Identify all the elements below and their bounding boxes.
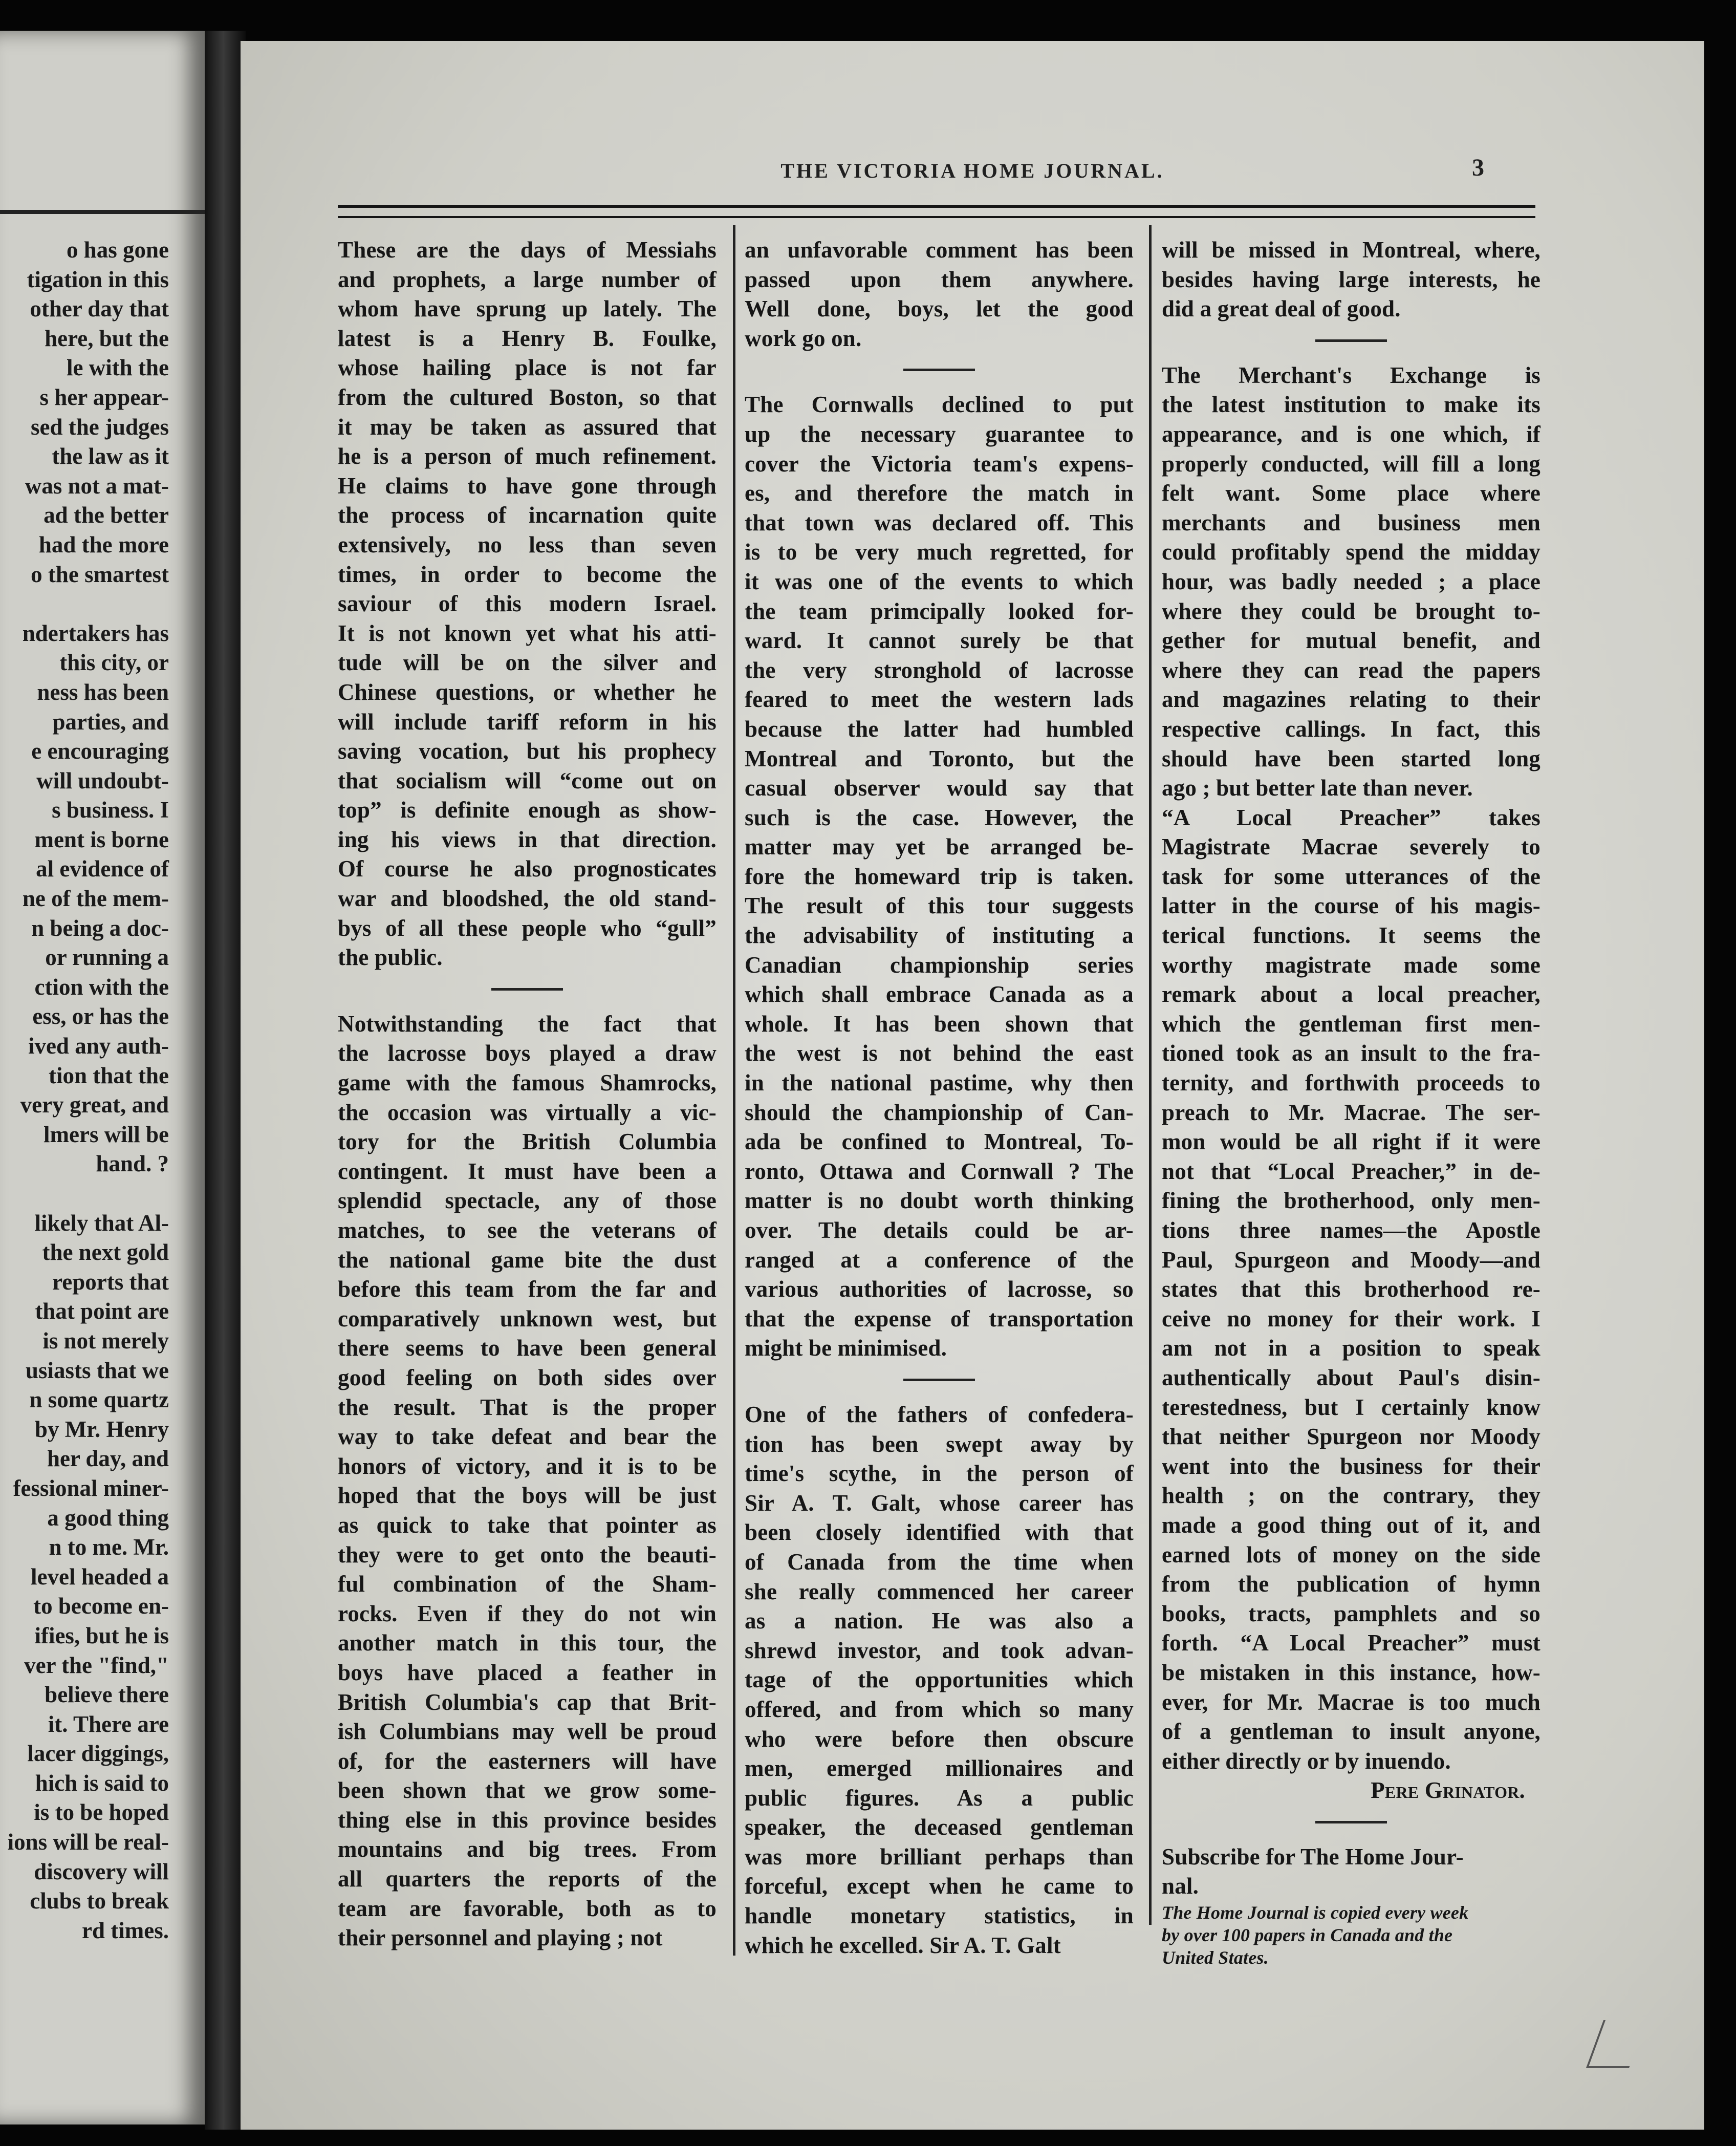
previous-page-line: likely that Al- xyxy=(34,1210,169,1236)
text-line: ceive no money for their work. I xyxy=(1162,1305,1540,1332)
previous-page-line: had the more xyxy=(38,531,169,557)
text-line: extensively, no less than seven xyxy=(338,531,717,557)
article-separator xyxy=(1162,324,1540,361)
text-line: been closely identified with that xyxy=(745,1519,1134,1546)
text-line: the advisability of instituting a xyxy=(745,922,1134,949)
text-line: authentically about Paul's disin- xyxy=(1162,1364,1540,1390)
text-line: an unfavorable comment has been xyxy=(745,237,1134,263)
previous-page-line: by Mr. Henry xyxy=(34,1416,169,1442)
text-line: saving vocation, but his prophecy xyxy=(338,738,717,764)
text-line: in the national pastime, why then xyxy=(745,1070,1134,1096)
subscribe-line: Subscribe for The Home Jour- xyxy=(1162,1843,1464,1870)
header-rule xyxy=(338,205,1535,208)
article-cornwalls xyxy=(745,390,1134,1363)
previous-page-line: n to me. Mr. xyxy=(49,1534,169,1560)
text-line: the result. That is the proper xyxy=(338,1394,717,1420)
text-line: rocks. Even if they do not win xyxy=(338,1600,717,1626)
text-line: boys have placed a feather in xyxy=(338,1659,717,1685)
text-line: appearance, and is one which, if xyxy=(1162,421,1540,447)
text-line: speaker, the deceased gentleman xyxy=(745,1814,1134,1840)
text-line: casual observer would say that xyxy=(745,775,1134,801)
text-line: ronto, Ottawa and Cornwall ? The xyxy=(745,1158,1134,1184)
text-line: properly conducted, will fill a long xyxy=(1162,450,1540,477)
previous-page-line: that point are xyxy=(35,1298,169,1324)
text-line: of a gentleman to insult anyone, xyxy=(1162,1719,1540,1745)
text-line: it was one of the events to which xyxy=(745,568,1134,594)
text-line: worthy magistrate made some xyxy=(1162,952,1540,978)
text-line: that neither Spurgeon nor Moody xyxy=(1162,1424,1540,1450)
text-line: might be minimised. xyxy=(745,1335,947,1361)
previous-page-line: her day, and xyxy=(47,1446,169,1472)
text-line: shrewd investor, and took advan- xyxy=(745,1637,1134,1663)
text-line: “A Local Preacher” takes xyxy=(1162,804,1540,830)
text-line: Canadian championship series xyxy=(745,952,1134,978)
text-line: hoped that the boys will be just xyxy=(338,1483,717,1509)
previous-page-line: believe there xyxy=(45,1682,169,1708)
text-line: there seems to have been general xyxy=(338,1335,717,1361)
previous-page-line: usiasts that we xyxy=(25,1357,169,1383)
previous-page-line: ess, or has the xyxy=(32,1003,169,1029)
previous-page-line: will undoubt- xyxy=(36,767,169,793)
text-line: all quarters the reports of the xyxy=(338,1866,717,1892)
text-line: feared to meet the western lads xyxy=(745,686,1134,713)
previous-page-line: n being a doc- xyxy=(31,915,169,941)
text-line: she really commenced her career xyxy=(745,1578,1134,1604)
text-line: tioned took as an insult to the fra- xyxy=(1162,1040,1540,1066)
text-line: of, for the easterners will have xyxy=(338,1748,717,1774)
text-line: was more brilliant perhaps than xyxy=(745,1843,1134,1870)
text-line: and magazines relating to their xyxy=(1162,686,1540,713)
previous-page-line: s her appear- xyxy=(39,384,169,410)
text-line: went into the business for their xyxy=(1162,1453,1540,1479)
previous-page-line: tion that the xyxy=(49,1062,169,1088)
text-line: who were before then obscure xyxy=(745,1726,1134,1752)
text-line: which he excelled. Sir A. T. Galt xyxy=(745,1932,1061,1958)
previous-page-line: it. There are xyxy=(48,1711,169,1737)
text-line: tory for the British Columbia xyxy=(338,1129,717,1155)
book-gutter xyxy=(205,31,246,2130)
text-line: that town was declared off. This xyxy=(745,509,1134,535)
text-line: felt want. Some place where xyxy=(1162,480,1540,506)
text-line: from the publication of hymn xyxy=(1162,1571,1540,1597)
previous-page-line: the next gold xyxy=(42,1239,169,1265)
previous-page-line: ction with the xyxy=(34,974,169,1000)
text-line: the team primcipally looked for- xyxy=(745,598,1134,624)
text-line: whom have sprung up lately. The xyxy=(338,296,717,322)
previous-page-line: ment is borne xyxy=(34,826,169,852)
text-line: which shall embrace Canada as a xyxy=(745,981,1134,1007)
text-line: Montreal and Toronto, but the xyxy=(745,745,1134,771)
text-line: remark about a local preacher, xyxy=(1162,981,1540,1007)
text-line: the lacrosse boys played a draw xyxy=(338,1040,717,1066)
text-line: books, tracts, pamphlets and so xyxy=(1162,1600,1540,1626)
text-line: gether for mutual benefit, and xyxy=(1162,628,1540,654)
text-line: health ; on the contrary, they xyxy=(1162,1483,1540,1509)
previous-page-line: ne of the mem- xyxy=(22,886,169,912)
text-line: various authorities of lacrosse, so xyxy=(745,1276,1134,1302)
previous-page-line: is not merely xyxy=(42,1327,169,1354)
text-line: ever, for Mr. Macrae is too much xyxy=(1162,1689,1540,1715)
article-separator xyxy=(745,353,1134,390)
text-line: handle monetary statistics, in xyxy=(745,1903,1134,1929)
text-line: and prophets, a large number of xyxy=(338,266,717,292)
article-merchants-exchange xyxy=(1162,361,1540,803)
text-line: that socialism will “come out on xyxy=(338,767,717,793)
text-line: tude will be on the silver and xyxy=(338,650,717,676)
text-line: that the expense of transportation xyxy=(745,1305,1134,1332)
text-line: whose hailing place is not far xyxy=(338,355,717,381)
text-line: hour, was badly needed ; a place xyxy=(1162,568,1540,594)
text-line: of Canada from the time when xyxy=(745,1549,1134,1575)
text-line: will include tariff reform in his xyxy=(338,709,717,735)
previous-page-line: here, but the xyxy=(45,325,169,351)
text-line: latter in the course of his magis- xyxy=(1162,893,1540,919)
previous-page-line: al evidence of xyxy=(36,856,169,882)
text-line: tions three names—the Apostle xyxy=(1162,1217,1540,1243)
text-line: the latest institution to make its xyxy=(1162,392,1540,418)
text-line: ish Columbians may well be proud xyxy=(338,1719,717,1745)
text-line: top” is definite enough as show- xyxy=(338,797,717,823)
previous-page-line xyxy=(0,589,169,619)
previous-page-line: ver the "find," xyxy=(24,1652,169,1678)
text-line: the west is not behind the east xyxy=(745,1040,1134,1066)
text-line: Of course he also prognosticates xyxy=(338,856,717,882)
text-line: the national game bite the dust xyxy=(338,1247,717,1273)
text-line: their personnel and playing ; not xyxy=(338,1925,663,1951)
text-line: British Columbia's cap that Brit- xyxy=(338,1689,717,1715)
text-line: The result of this tour suggests xyxy=(745,893,1134,919)
previous-page-fragment xyxy=(0,31,205,2124)
text-line: as a nation. He was also a xyxy=(745,1608,1134,1634)
text-line: passed upon them anywhere. xyxy=(745,266,1134,292)
text-line: time's scythe, in the person of xyxy=(745,1461,1134,1487)
column-3 xyxy=(1162,235,1540,1969)
text-line: the public. xyxy=(338,945,443,971)
previous-page-line: hich is said to xyxy=(35,1770,169,1796)
previous-page-line: fessional miner- xyxy=(13,1475,169,1501)
previous-page-line: to become en- xyxy=(33,1593,169,1619)
previous-page-line: e encouraging xyxy=(31,738,169,764)
text-line: Well done, boys, let the good xyxy=(745,296,1134,322)
text-line: terestedness, but I certainly know xyxy=(1162,1394,1540,1420)
text-line: splendid spectacle, any of those xyxy=(338,1188,717,1214)
previous-page-line: level headed a xyxy=(31,1563,169,1590)
text-line: honors of victory, and it is to be xyxy=(338,1453,717,1479)
text-line: ful combination of the Sham- xyxy=(338,1571,717,1597)
previous-page-line: hand. ? xyxy=(96,1151,169,1177)
text-line: matter may yet be arranged be- xyxy=(745,834,1134,860)
previous-page-line: n some quartz xyxy=(29,1387,169,1413)
previous-page-line: the law as it xyxy=(52,443,169,469)
article-lacrosse-shamrocks xyxy=(338,1010,717,1953)
text-line: whole. It has been shown that xyxy=(745,1011,1134,1037)
text-line: ranged at a conference of the xyxy=(745,1247,1134,1273)
text-line: over. The details could be ar- xyxy=(745,1217,1134,1243)
text-line: ternity, and forthwith proceeds to xyxy=(1162,1070,1540,1096)
text-line: before this team from the far and xyxy=(338,1276,717,1302)
text-line: as quick to take that pointer as xyxy=(338,1512,717,1538)
text-line: matter is no doubt worth thinking xyxy=(745,1188,1134,1214)
text-line: could profitably spend the midday xyxy=(1162,539,1540,565)
previous-page-line: ness has been xyxy=(37,679,169,705)
copied-note-line: by over 100 papers in Canada and the xyxy=(1162,1925,1453,1946)
text-line: where they could be brought to- xyxy=(1162,598,1540,624)
text-line: war and bloodshed, the old stand- xyxy=(338,886,717,912)
previous-page-line: parties, and xyxy=(52,709,169,735)
article-separator xyxy=(745,1363,1134,1400)
column-rule xyxy=(1149,225,1152,1925)
text-line: because the latter had humbled xyxy=(745,716,1134,742)
article-separator xyxy=(1162,1806,1540,1842)
column-1 xyxy=(338,235,717,1953)
text-line: comparatively unknown west, but xyxy=(338,1305,717,1332)
text-line: made a good thing out of it, and xyxy=(1162,1512,1540,1538)
text-line: the very stronghold of lacrosse xyxy=(745,657,1134,683)
article-lacrosse-continued xyxy=(745,235,1134,353)
previous-page-column xyxy=(0,235,169,1945)
text-line: up the necessary guarantee to xyxy=(745,421,1134,447)
text-line: Paul, Spurgeon and Moody—and xyxy=(1162,1247,1540,1273)
page-corner-curl xyxy=(1586,2020,1646,2068)
text-line: from the cultured Boston, so that xyxy=(338,384,717,410)
text-line: work go on. xyxy=(745,325,862,351)
previous-page-line: very great, and xyxy=(20,1092,169,1118)
article-galt xyxy=(745,1400,1134,1960)
text-line: It is not known yet what his atti- xyxy=(338,620,717,646)
text-line: besides having large interests, he xyxy=(1162,266,1540,292)
text-line: The Merchant's Exchange is xyxy=(1162,362,1540,388)
text-line: bys of all these people who “gull” xyxy=(338,915,717,941)
text-line: One of the fathers of confedera- xyxy=(745,1401,1134,1427)
page-number: 3 xyxy=(1472,154,1484,181)
text-line: Notwithstanding the fact that xyxy=(338,1011,717,1037)
text-line: matches, to see the veterans of xyxy=(338,1217,717,1243)
text-line: forceful, except when he came to xyxy=(745,1873,1134,1899)
text-line: ing his views in that direction. xyxy=(338,826,717,852)
text-line: earned lots of money on the side xyxy=(1162,1541,1540,1568)
text-line: es, and therefore the match in xyxy=(745,480,1134,506)
newspaper-page xyxy=(241,41,1704,2130)
text-line: The Cornwalls declined to put xyxy=(745,392,1134,418)
previous-page-line: discovery will xyxy=(34,1858,169,1884)
text-line: which the gentleman first men- xyxy=(1162,1011,1540,1037)
previous-page-line: ived any auth- xyxy=(28,1033,169,1059)
text-line: am not in a position to speak xyxy=(1162,1335,1540,1361)
text-line: He claims to have gone through xyxy=(338,473,717,499)
text-line: it may be taken as assured that xyxy=(338,414,717,440)
previous-page-line: le with the xyxy=(67,355,169,381)
previous-page-line xyxy=(0,1179,169,1209)
previous-page-rule xyxy=(0,210,205,214)
text-line: mountains and big trees. From xyxy=(338,1836,717,1862)
signature: Pere Grinator. xyxy=(1371,1777,1525,1804)
text-line: terical functions. It seems the xyxy=(1162,922,1540,949)
text-line: offered, and from which so many xyxy=(745,1696,1134,1722)
text-line: be mistaken in this instance, how- xyxy=(1162,1659,1540,1685)
previous-page-line: ndertakers has xyxy=(22,620,169,646)
text-line: the process of incarnation quite xyxy=(338,502,717,528)
text-line: team are favorable, both as to xyxy=(338,1895,717,1921)
text-line: ago ; but better late than never. xyxy=(1162,775,1473,801)
text-line: is to be very much regretted, for xyxy=(745,539,1134,565)
article-separator xyxy=(338,973,717,1010)
column-2 xyxy=(745,235,1134,1960)
text-line: men, emerged millionaires and xyxy=(745,1755,1134,1782)
text-line: thing else in this province besides xyxy=(338,1807,717,1833)
article-local-preacher xyxy=(1162,803,1540,1776)
previous-page-line: this city, or xyxy=(59,650,169,676)
text-line: should have been started long xyxy=(1162,745,1540,771)
previous-page-line: was not a mat- xyxy=(25,473,169,499)
previous-page-line: o has gone xyxy=(66,237,169,263)
text-line: where they can read the papers xyxy=(1162,657,1540,683)
previous-page-line: ions will be real- xyxy=(7,1829,169,1855)
text-line: game with the famous Shamrocks, xyxy=(338,1070,717,1096)
text-line: been shown that we grow some- xyxy=(338,1777,717,1804)
text-line: ward. It cannot surely be that xyxy=(745,628,1134,654)
previous-page-line: sed the judges xyxy=(30,414,169,440)
text-line: they were to get onto the beauti- xyxy=(338,1541,717,1568)
text-line: Magistrate Macrae severely to xyxy=(1162,834,1540,860)
text-line: These are the days of Messiahs xyxy=(338,237,717,263)
previous-page-line: a good thing xyxy=(47,1505,169,1531)
text-line: contingent. It must have been a xyxy=(338,1158,717,1184)
previous-page-line: reports that xyxy=(52,1269,169,1295)
text-line: Sir A. T. Galt, whose career has xyxy=(745,1490,1134,1516)
text-line: states that this brotherhood re- xyxy=(1162,1276,1540,1302)
text-line: preach to Mr. Macrae. The ser- xyxy=(1162,1099,1540,1125)
column-rule xyxy=(733,225,735,1956)
text-line: forth. “A Local Preacher” must xyxy=(1162,1630,1540,1656)
text-line: not that “Local Preacher,” in de- xyxy=(1162,1158,1540,1184)
previous-page-line: s business. I xyxy=(52,797,169,823)
article-galt-continued xyxy=(1162,235,1540,324)
text-line: tion has been swept away by xyxy=(745,1431,1134,1457)
previous-page-line: o the smartest xyxy=(31,561,169,587)
text-line: should the championship of Can- xyxy=(745,1099,1134,1125)
text-line: Chinese questions, or whether he xyxy=(338,679,717,705)
article-messiahs xyxy=(338,235,717,973)
text-line: times, in order to become the xyxy=(338,561,717,587)
text-line: task for some utterances of the xyxy=(1162,863,1540,889)
text-line: saviour of this modern Israel. xyxy=(338,591,717,617)
header-rule-thin xyxy=(338,216,1535,218)
text-line: fining the brotherhood, only men- xyxy=(1162,1188,1540,1214)
previous-page-line: ifies, but he is xyxy=(34,1622,169,1648)
previous-page-line: other day that xyxy=(30,296,169,322)
running-head: THE VICTORIA HOME JOURNAL. xyxy=(780,159,1164,182)
previous-page-line: is to be hoped xyxy=(34,1799,169,1826)
text-line: he is a person of much refinement. xyxy=(338,443,717,469)
text-line: merchants and business men xyxy=(1162,509,1540,535)
subscribe-line: nal. xyxy=(1162,1873,1199,1899)
text-line: such is the case. However, the xyxy=(745,804,1134,830)
copied-note-line: The Home Journal is copied every week xyxy=(1162,1902,1469,1923)
text-line: respective callings. In fact, this xyxy=(1162,716,1540,742)
text-line: another match in this tour, the xyxy=(338,1630,717,1656)
text-line: either directly or by inuendo. xyxy=(1162,1748,1451,1774)
text-line: tage of the opportunities which xyxy=(745,1667,1134,1693)
text-line: mon would be all right if it were xyxy=(1162,1129,1540,1155)
text-line: good feeling on both sides over xyxy=(338,1364,717,1390)
text-line: will be missed in Montreal, where, xyxy=(1162,237,1540,263)
previous-page-line: tigation in this xyxy=(27,266,169,292)
text-line: latest is a Henry B. Foulke, xyxy=(338,325,717,351)
previous-page-line: ad the better xyxy=(44,502,169,528)
text-line: fore the homeward trip is taken. xyxy=(745,863,1134,889)
text-line: the occasion was virtually a vic- xyxy=(338,1099,717,1125)
text-line: cover the Victoria team's expens- xyxy=(745,450,1134,477)
text-line: did a great deal of good. xyxy=(1162,296,1401,322)
previous-page-line: or running a xyxy=(45,945,169,971)
text-line: public figures. As a public xyxy=(745,1785,1134,1811)
previous-page-line: lacer diggings, xyxy=(27,1741,169,1767)
previous-page-line: clubs to break xyxy=(30,1888,169,1914)
text-line: ada be confined to Montreal, To- xyxy=(745,1129,1134,1155)
copied-note-line: United States. xyxy=(1162,1947,1269,1968)
previous-page-line: rd times. xyxy=(82,1917,169,1943)
previous-page-line: lmers will be xyxy=(44,1121,169,1147)
text-line: way to take defeat and bear the xyxy=(338,1424,717,1450)
